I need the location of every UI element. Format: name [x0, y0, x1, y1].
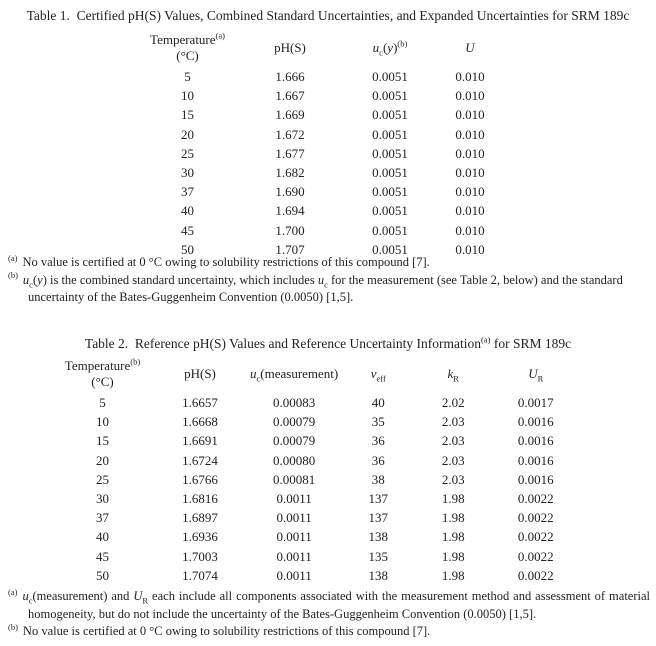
cell-temperature: 25: [181, 145, 194, 161]
cell-uc: 0.0051: [372, 126, 408, 142]
cell-kR: 1.98: [441, 567, 465, 583]
temperature-label: Temperature: [150, 32, 216, 47]
table1-footnote-a: [8, 254, 650, 272]
k-symbol: k: [447, 366, 454, 381]
cell-uc-measurement: 0.0011: [276, 567, 312, 583]
cell-uc-measurement: 0.00080: [273, 452, 316, 468]
cell-ph: 1.6816: [182, 491, 218, 507]
footnote-text: each include all components associated with the measurement method and assessment of material homogeneity, but do not include the uncertainty of the Bates-Guggenheim Convention (0.0050) [1,5].: [28, 589, 650, 621]
U-symbol: U: [465, 40, 475, 55]
cell-ph: 1.694: [275, 203, 305, 219]
cell-uc-measurement: 0.0011: [276, 548, 312, 564]
cell-uc: 0.0051: [372, 184, 408, 200]
cell-ph: 1.6766: [182, 471, 218, 487]
cell-uc: 0.0051: [372, 145, 408, 161]
cell-uc: 0.0051: [372, 107, 408, 123]
cell-expanded-uncertainty: 0.010: [455, 222, 485, 238]
cell-ph: 1.682: [275, 165, 305, 181]
uc-argument: y: [387, 40, 394, 55]
table2-footnote-b: [8, 623, 650, 641]
cell-temperature: 30: [96, 491, 109, 507]
cell-uc-measurement: 0.00079: [273, 414, 316, 430]
cell-expanded-uncertainty: 0.010: [455, 184, 485, 200]
table2-footnote-a: $^{(a)}$ $u_c(measurement)$ and $U_R$ each include all components associated with the measurement method and assessment of material homogeneity, but do not include the uncertainty of the Bates-Guggenheim Convention (0.0050) [1,5].: [8, 586, 650, 621]
table1-col-combined-uncertainty: $u_c(y)^{(b)}$: [372, 38, 408, 58]
table2-row: [55, 431, 583, 450]
table2-footnotes: [8, 588, 650, 641]
cell-UR: 0.0016: [517, 452, 554, 468]
cell-ph: 1.7003: [182, 548, 218, 564]
cell-uc-measurement: 0.0011: [276, 510, 312, 526]
table1-row: [140, 163, 505, 182]
cell-veff: 36: [371, 452, 385, 468]
cell-ph: 1.7074: [182, 567, 218, 583]
cell-temperature: 45: [96, 548, 109, 564]
table2-row: [55, 489, 583, 508]
cell-veff: 36: [371, 433, 385, 449]
cell-temperature: 20: [181, 126, 194, 142]
table1-title: [0, 8, 656, 24]
cell-kR: 1.98: [441, 529, 465, 545]
cell-UR: 0.0022: [517, 567, 554, 583]
cell-ph: 1.669: [275, 107, 305, 123]
cell-veff: 135: [368, 548, 388, 564]
table1: [140, 32, 505, 259]
cell-veff: 35: [371, 414, 385, 430]
table2-row: [55, 393, 583, 412]
cell-expanded-uncertainty: 0.010: [455, 69, 485, 84]
footnote-text: No value is certified at 0 °C owing to solubility restrictions of this compound [7].: [22, 255, 430, 269]
cell-temperature: 30: [181, 165, 194, 181]
table1-title-text: Table 1. Certified pH(S) Values, Combined Standard Uncertainties, and Expanded Uncertainties for SRM 189c: [26, 8, 630, 23]
table2-col-temperature: [55, 358, 150, 393]
cell-expanded-uncertainty: 0.010: [455, 88, 485, 104]
table1-col-temperature: [140, 32, 235, 67]
cell-expanded-uncertainty: 0.010: [455, 107, 485, 123]
cell-UR: 0.0016: [517, 414, 554, 430]
footnote-marker: (b): [8, 270, 18, 281]
cell-ph: 1.666: [275, 69, 305, 84]
table1-footnote-b: $^{(b)}$ $u_c(y)$ is the combined standard uncertainty, which includes $u_c$ for the measurement (see Table 2, below) and the standard uncertainty of the Bates-Guggenheim Convention (0.0050) [1,5].: [8, 270, 623, 305]
cell-expanded-uncertainty: 0.010: [455, 203, 485, 219]
table1-row: [140, 221, 505, 240]
table1-row: [140, 125, 505, 144]
table1-header-row: [140, 32, 505, 67]
footnote-marker: (b): [8, 622, 18, 633]
table2-title-footnote-marker: (a): [481, 334, 491, 345]
cell-ph: 1.6936: [182, 529, 218, 545]
cell-temperature: 20: [96, 452, 109, 468]
cell-ph: 1.672: [275, 126, 305, 142]
cell-UR: 0.0022: [517, 510, 554, 526]
cell-expanded-uncertainty: 0.010: [455, 241, 485, 257]
cell-veff: 138: [368, 529, 388, 545]
cell-UR: 0.0016: [517, 433, 554, 449]
cell-ph: 1.700: [275, 222, 305, 238]
table1-row: [140, 201, 505, 220]
cell-kR: 2.03: [441, 414, 465, 430]
cell-kR: 2.03: [441, 452, 465, 468]
cell-uc: 0.0051: [372, 165, 408, 181]
cell-UR: 0.0017: [517, 395, 554, 410]
temperature-unit: (°C): [176, 48, 199, 63]
table2-col-kR: $k_R$: [447, 366, 459, 384]
cell-uc: 0.0051: [372, 69, 408, 84]
cell-veff: 38: [371, 471, 385, 487]
cell-ph: 1.6897: [182, 510, 218, 526]
cell-kR: 1.98: [441, 510, 465, 526]
cell-temperature: 50: [96, 567, 109, 583]
UR-symbol: U: [528, 366, 538, 381]
cell-kR: 2.03: [441, 471, 465, 487]
cell-kR: 1.98: [441, 491, 465, 507]
cell-ph: 1.707: [275, 241, 305, 257]
cell-expanded-uncertainty: 0.010: [455, 145, 485, 161]
temperature-unit: (°C): [91, 374, 114, 389]
footnote-marker: (a): [8, 252, 18, 263]
table2-title: Table 2. Reference pH(S) Values and Reference Uncertainty Information$^{(a)}$ for SRM 189c: [84, 334, 572, 351]
table2-col-veff: $\nu_{eff}$: [370, 366, 386, 384]
table1-row: [140, 144, 505, 163]
cell-ph: 1.667: [275, 88, 305, 104]
cell-temperature: 15: [181, 107, 194, 123]
table1-footnotes: [8, 254, 650, 307]
cell-UR: 0.0022: [517, 491, 554, 507]
table2-row: [55, 547, 583, 566]
table2-row: [55, 566, 583, 585]
cell-veff: 40: [371, 395, 385, 410]
table1-row: [140, 67, 505, 86]
cell-kR: 2.03: [441, 433, 465, 449]
table2-title-text: Table 2. Reference pH(S) Values and Reference Uncertainty Information: [84, 336, 482, 351]
cell-temperature: 10: [96, 414, 109, 430]
cell-UR: 0.0016: [517, 471, 554, 487]
cell-uc: 0.0051: [372, 88, 408, 104]
uc-subscript: c: [379, 47, 383, 58]
cell-temperature: 5: [184, 69, 191, 84]
cell-temperature: 40: [96, 529, 109, 545]
cell-temperature: 37: [181, 184, 194, 200]
table2-col-UR: $U_R$: [528, 366, 544, 384]
table2-row: [55, 508, 583, 527]
table2-col-ph: [150, 358, 250, 393]
cell-uc: 0.0051: [372, 222, 408, 238]
footnote-marker: (a): [8, 586, 18, 597]
ph-label: pH(S): [274, 40, 306, 55]
cell-ph: 1.6657: [182, 395, 218, 410]
cell-UR: 0.0022: [517, 529, 554, 545]
cell-kR: 2.02: [441, 395, 465, 410]
table2-col-uc-measurement: $u_c(measurement)$: [250, 366, 339, 384]
uc-symbol: u: [250, 366, 257, 381]
cell-temperature: 5: [99, 395, 106, 410]
cell-temperature: 45: [181, 222, 194, 238]
cell-ph: 1.690: [275, 184, 305, 200]
table1-col-expanded-uncertainty: [435, 32, 505, 67]
footnote-text: ) is the combined standard uncertainty, which includes: [42, 272, 318, 287]
uc-footnote-marker: (b): [397, 38, 408, 49]
cell-kR: 1.98: [441, 548, 465, 564]
cell-uc: 0.0051: [372, 203, 408, 219]
table2-row: [55, 412, 583, 431]
cell-expanded-uncertainty: 0.010: [455, 165, 485, 181]
cell-veff: 138: [368, 567, 388, 583]
cell-expanded-uncertainty: 0.010: [455, 126, 485, 142]
cell-temperature: 10: [181, 88, 194, 104]
uc-symbol: u: [372, 40, 380, 55]
cell-temperature: 50: [181, 241, 194, 257]
table1-row: [140, 86, 505, 105]
cell-uc-measurement: 0.00079: [273, 433, 316, 449]
table2-row: [55, 470, 583, 489]
cell-ph: 1.6691: [182, 433, 218, 449]
table2: [55, 358, 583, 585]
table1-row: [140, 182, 505, 201]
table1-row: [140, 105, 505, 124]
nu-symbol: ν: [370, 366, 377, 381]
cell-temperature: 40: [181, 203, 194, 219]
table2-row: [55, 451, 583, 470]
cell-uc-measurement: 0.0011: [276, 529, 312, 545]
table2-header-row: [55, 358, 583, 393]
cell-uc-measurement: 0.00083: [273, 395, 316, 410]
cell-UR: 0.0022: [517, 548, 554, 564]
cell-temperature: 15: [96, 433, 109, 449]
table2-row: [55, 527, 583, 546]
cell-ph: 1.6724: [182, 452, 218, 468]
cell-ph: 1.6668: [182, 414, 218, 430]
footnote-text: No value is certified at 0 °C owing to solubility restrictions of this compound [7].: [22, 624, 431, 639]
cell-uc-measurement: 0.0011: [276, 491, 312, 507]
cell-uc-measurement: 0.00081: [273, 471, 316, 487]
cell-ph: 1.677: [275, 145, 305, 161]
cell-uc: 0.0051: [372, 241, 408, 257]
cell-veff: 137: [368, 491, 388, 507]
temperature-label: Temperature: [64, 358, 131, 373]
table1-col-ph: [235, 32, 345, 67]
cell-temperature: 25: [96, 471, 109, 487]
temperature-footnote-marker: (b): [130, 356, 141, 367]
ph-label: pH(S): [184, 366, 216, 381]
cell-temperature: 37: [96, 510, 109, 526]
cell-veff: 137: [368, 510, 388, 526]
temperature-footnote-marker: (a): [215, 30, 225, 41]
